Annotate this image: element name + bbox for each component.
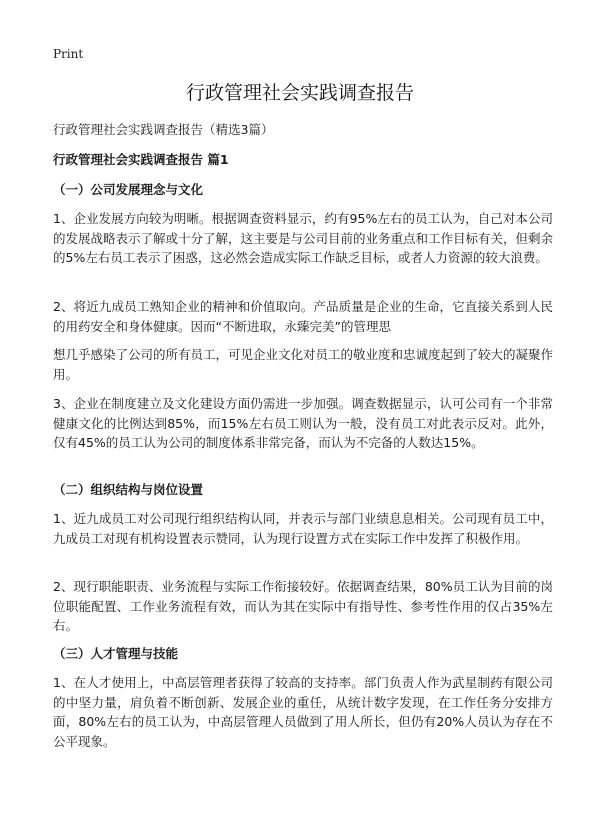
- print-link[interactable]: Print: [53, 47, 84, 61]
- page-title: 行政管理社会实践调查报告: [185, 82, 414, 104]
- section-2-paragraph-1: 1、近九成员工对公司现行组织结构认同，并表示与部门业绩息息相关。公司现有员工中，九成员工对现有机构设置表示赞同，认为现行设置方式在实际工作中发挥了积极作用。: [53, 511, 553, 546]
- section-1-paragraph-1: 1、企业发展方向较为明晰。根据调查资料显示，约有95%左右的员工认为，自己对本公司的发展战略表示了解或十分了解，这主要是与公司目前的业务重点和工作目标有关，但剩余的5%左右员工表示了困惑，这必然会造成实际工作缺乏目标，或者人力资源的较大浪费。: [53, 211, 554, 265]
- article-heading: 行政管理社会实践调查报告 篇1: [53, 152, 229, 167]
- section-heading-3: （三）人才管理与技能: [53, 646, 179, 661]
- section-heading-1: （一）公司发展理念与文化: [53, 182, 204, 197]
- section-heading-2: （二）组织结构与岗位设置: [53, 482, 204, 497]
- section-1-paragraph-3: 想几乎感染了公司的所有员工，可见企业文化对员工的敬业度和忠诚度起到了较大的凝聚作用。: [53, 347, 554, 382]
- section-2-paragraph-2: 2、现行职能职责、业务流程与实际工作衔接较好。依据调查结果，80%员工认为目前的岗位职能配置、工作业务流程有效，而认为其在实际中有指导性、参考性作用的仅占35%左右。: [53, 579, 553, 633]
- section-1-paragraph-2: 2、将近九成员工熟知企业的精神和价值取向。产品质量是企业的生命，它直接关系到人民的用药安全和身体健康。因而“不断进取，永臻完美”的管理思: [53, 299, 553, 334]
- section-3-paragraph-1: 1、在人才使用上，中高层管理者获得了较高的支持率。部门负责人作为武星制药有限公司的中坚力量，肩负着不断创新、发展企业的重任，从统计数字发现，在工作任务分安排方面，80%左右的员工认为，中高层管理人员做到了用人所长，但仍有20%人员认为存在不公平现象。: [53, 675, 553, 749]
- document-subtitle: 行政管理社会实践调查报告（精选3篇）: [53, 122, 274, 137]
- section-1-paragraph-4: 3、企业在制度建立及文化建设方面仍需进一步加强。调查数据显示，认可公司有一个非常健康文化的比例达到85%，而15%左右员工则认为一般，没有员工对此表示反对。此外，仅有45%的员工认为公司的制度体系非常完备，而认为不完备的人数达15%。: [53, 396, 553, 450]
